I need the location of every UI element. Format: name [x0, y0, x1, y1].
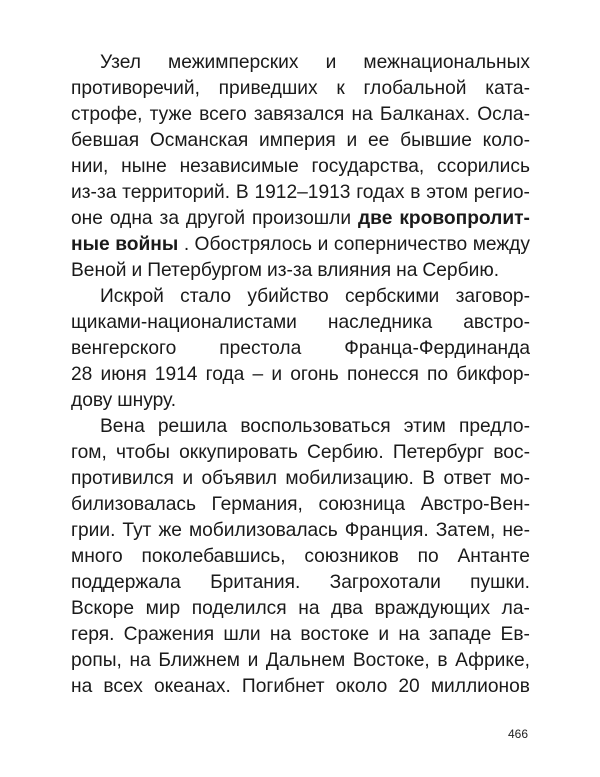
word: Османская: [149, 130, 249, 151]
word: Востоке,: [352, 650, 430, 671]
word: мобилизацию.: [285, 468, 414, 489]
text-line: [71, 336, 530, 362]
word: и: [182, 468, 194, 489]
word: Африке,: [455, 650, 530, 671]
word: межимперских: [168, 52, 299, 73]
word: же: [158, 520, 182, 541]
body-text: [71, 50, 530, 700]
text-line: [71, 544, 530, 570]
word: Погибнет: [241, 676, 325, 697]
text-line: [71, 440, 530, 466]
word: поколебавшись,: [141, 546, 286, 567]
word: В: [235, 182, 249, 203]
word: и: [378, 624, 390, 645]
word: бывшие: [400, 130, 472, 151]
text-line: [71, 492, 530, 518]
word: между: [472, 234, 530, 255]
word: поддержала: [71, 572, 181, 593]
word: Загрохотали: [329, 572, 441, 593]
word: противился: [71, 468, 174, 489]
word: Вскоре: [71, 598, 135, 619]
word: Петербург: [392, 442, 485, 463]
word: Британия.: [210, 572, 301, 593]
word: за: [159, 208, 179, 229]
word: союзница: [318, 494, 406, 515]
word: Веной: [71, 260, 127, 281]
word: предло-: [458, 416, 530, 437]
word: на: [71, 676, 93, 697]
bold-word: ные: [71, 234, 110, 255]
word: на: [396, 260, 418, 281]
word: Искрой: [100, 286, 164, 307]
word: межнациональных: [363, 52, 530, 73]
word: Антанте: [457, 546, 530, 567]
word: вос-: [493, 442, 530, 463]
word: востоке: [300, 624, 370, 645]
word: бикфор-: [456, 364, 530, 385]
word: июня: [100, 364, 147, 385]
word: одна: [109, 208, 153, 229]
word: бевшая: [71, 130, 140, 151]
text-line: [71, 648, 530, 674]
word: Тут: [122, 520, 152, 541]
word: завязался: [253, 104, 345, 125]
text-line: [71, 258, 530, 284]
text-line: [71, 596, 530, 622]
word: союзников: [304, 546, 399, 567]
word: Сербию.: [422, 260, 500, 281]
word: гом,: [71, 442, 107, 463]
word: Ев-: [500, 624, 530, 645]
word: стало: [180, 286, 232, 307]
word: в: [410, 182, 421, 203]
word: венгерского: [71, 338, 177, 359]
word: из-за: [266, 260, 313, 281]
word: и: [271, 364, 283, 385]
word: в: [437, 650, 448, 671]
word: противоречий,: [71, 78, 200, 99]
word: 1912–1913: [254, 182, 351, 203]
text-line: [71, 50, 530, 76]
word: этим: [403, 416, 446, 437]
word: океанах.: [153, 676, 231, 697]
word: Петербургом: [147, 260, 262, 281]
word: годах: [356, 182, 405, 203]
word: независимые: [179, 156, 299, 177]
word: Вена: [100, 416, 145, 437]
word: поделился: [191, 598, 287, 619]
word: на: [298, 598, 320, 619]
word: ссорились: [437, 156, 530, 177]
word: Узел: [100, 52, 141, 73]
text-line: [71, 232, 530, 258]
word: Австро-Вен-: [420, 494, 530, 515]
bold-word: кровопролит-: [399, 208, 530, 229]
text-line: [71, 466, 530, 492]
text-line: [71, 102, 530, 128]
text-line: [71, 362, 530, 388]
word: около: [335, 676, 388, 697]
word: наследника: [327, 312, 433, 333]
word: Затем,: [435, 520, 496, 541]
page-number: 466: [507, 727, 528, 741]
word: по: [417, 546, 439, 567]
word: Германия,: [211, 494, 303, 515]
word: щиками-националистами: [71, 312, 297, 333]
word: оне: [71, 208, 103, 229]
word: шли: [223, 624, 261, 645]
word: ропы,: [71, 650, 122, 671]
word: года: [205, 364, 245, 385]
word: огонь: [290, 364, 339, 385]
word: влияния: [317, 260, 392, 281]
word: и: [325, 52, 337, 73]
word: не-: [502, 520, 530, 541]
text-line: [71, 570, 530, 596]
word: туже: [149, 104, 192, 125]
word: к: [336, 78, 345, 99]
word: Сражения: [123, 624, 215, 645]
text-line: [71, 518, 530, 544]
word: убийство: [247, 286, 329, 307]
word: 1914: [154, 364, 198, 385]
word: пушки.: [470, 572, 530, 593]
word: воспользоваться: [240, 416, 391, 437]
word: соперничество: [333, 234, 468, 255]
word: на: [129, 650, 151, 671]
word: –: [252, 364, 264, 385]
word: по: [427, 364, 449, 385]
word: дову: [71, 390, 113, 411]
word: глобальной: [363, 78, 467, 99]
word: ныне: [121, 156, 167, 177]
word: всех: [103, 676, 143, 697]
word: строфе,: [71, 104, 143, 125]
text-line: [71, 128, 530, 154]
word: и: [131, 260, 143, 281]
text-line: [71, 310, 530, 336]
text-line: [71, 206, 530, 232]
word: шнуру.: [117, 390, 177, 411]
word: другой: [185, 208, 246, 229]
word: приведших: [218, 78, 318, 99]
word: грии.: [71, 520, 116, 541]
word: понесся: [346, 364, 419, 385]
word: мир: [145, 598, 181, 619]
word: Сербию.: [307, 442, 384, 463]
text-line: [71, 284, 530, 310]
text-line: [71, 388, 530, 414]
word: всего: [199, 104, 247, 125]
word: ответ: [443, 468, 492, 489]
word: В: [422, 468, 436, 489]
word: Осла-: [477, 104, 530, 125]
word: . Обострялось: [183, 234, 313, 255]
word: престола: [219, 338, 302, 359]
word: оккупировать: [179, 442, 298, 463]
word: Балканах.: [379, 104, 471, 125]
word: Франца-Фердинанда: [344, 338, 530, 359]
word: западе: [428, 624, 492, 645]
text-line: [71, 180, 530, 206]
word: на: [351, 104, 373, 125]
word: империя: [259, 130, 336, 151]
word: и: [247, 650, 259, 671]
word: на: [398, 624, 420, 645]
word: враждующих: [374, 598, 491, 619]
text-line: [71, 622, 530, 648]
word: мобилизовалась: [188, 520, 338, 541]
word: 20: [398, 676, 420, 697]
word: Ближнем: [158, 650, 240, 671]
text-line: [71, 76, 530, 102]
word: мо-: [499, 468, 530, 489]
bold-word: войны: [115, 234, 179, 255]
word: объявил: [201, 468, 277, 489]
word: нии,: [71, 156, 109, 177]
word: миллионов: [430, 676, 530, 697]
word: и: [317, 234, 329, 255]
word: австро-: [463, 312, 530, 333]
word: этом: [426, 182, 469, 203]
word: два: [331, 598, 363, 619]
bold-word: две: [357, 208, 393, 229]
text-line: [71, 674, 530, 700]
word: на: [269, 624, 292, 645]
word: заговор-: [455, 286, 530, 307]
word: билизовалась: [71, 494, 196, 515]
word: геря.: [71, 624, 115, 645]
word: коло-: [482, 130, 530, 151]
word: Дальнем: [265, 650, 346, 671]
word: ката-: [485, 78, 530, 99]
word: 28: [71, 364, 93, 385]
word: Франция.: [344, 520, 429, 541]
word: государства,: [311, 156, 425, 177]
word: чтобы: [115, 442, 170, 463]
word: из-за: [71, 182, 117, 203]
word: регио-: [473, 182, 530, 203]
word: ла-: [501, 598, 530, 619]
word: ее: [368, 130, 390, 151]
text-line: [71, 414, 530, 440]
word: много: [71, 546, 123, 567]
word: решила: [157, 416, 228, 437]
text-line: [71, 154, 530, 180]
word: территорий.: [122, 182, 231, 203]
word: сербскими: [344, 286, 440, 307]
word: и: [346, 130, 358, 151]
word: произошли: [252, 208, 352, 229]
